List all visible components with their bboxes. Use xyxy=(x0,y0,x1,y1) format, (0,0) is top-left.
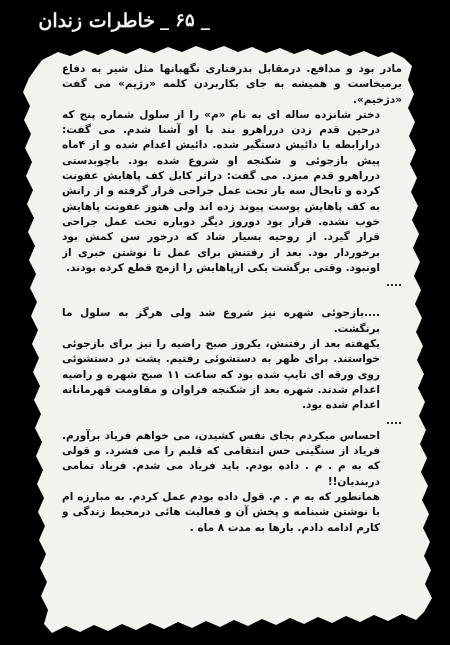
separator-dots-1: .... xyxy=(386,277,402,290)
paragraph-2: دختر شانزده ساله ای به نام «م» را از سلول شماره پنج که درحین قدم زدن درراهرو بند با او آشنا شدم. می گفت: درارابطه با دائیش دستگیر شده. دائیش اعدام شده و از ۴ماه پیش بازجوئی و شکنجه او شروع شده بود. باچوبدستی درراهرو قدم میزد. می گفت: دراثر کابل کف پاهایش عفونت کرده و تابحال سه بار تحت عمل جراحی قرار گرفته و از رانش به کف پاهایش پوست پیوند زده اند ولی هنوز عفونت پاهایش خوب نشده. قرار بود دوروز دیگر دوباره تحت عمل جراحی قرار گیرد. از روحیه بسیار شاد که درخور سن کمش بود برخوردار بود. بعد از رفتنش برای عمل تا نوشتن خبری از اونبود. وقتی برگشت یکی ازپاهایش را ازمچ قطع کرده بودند. xyxy=(62,108,380,274)
paragraph-3: ....بازجوئی شهره نیز شروع شد ولی هرگز به سلول ما برنگشت. xyxy=(62,307,380,335)
paragraph-5: احساس میکردم بجای نفس کشیدن، می خواهم فریاد برآورم. فریاد از سنگینی حس انتقامی که قلبم را می فشرد. و قولی که به م . م . داده بودم. باید فریاد می شدم. فریاد تمامی دربندیان!! xyxy=(62,429,380,488)
paragraph-1: مادر بود و مدافع. درمقابل بدرفتاری نگهبانها مثل شیر به دفاع برمیخاست و همیشه به جای بکاربردن کلمه «رژیم» می گفت «دژخیم». xyxy=(62,63,402,106)
separator-dots-2: .... xyxy=(386,414,402,427)
book-title: خاطرات زندان xyxy=(38,10,155,32)
paragraph-4: یکهفته بعد از رفتنش، یکروز صبح راضیه را نیز برای بازجوئی خواستند. برای ظهر به دستشوئی رفتیم. پشت در دستشوئی روی ورقه ای تایپ شده بود که ساعت ۱۱ صبح شهره و راضیه اعدام شدند. شهره بعد از شکنجه فراوان و مقاومت قهرمانانه اعدام شده بود. xyxy=(62,338,380,412)
page-number: _ ۶۵ _ xyxy=(160,10,210,31)
spacer xyxy=(62,291,402,306)
paragraph-6: همانطور که به م . م. قول داده بودم عمل کردم. به مبارزه ام با نوشتن شبنامه و پخش آن و فعالیت هائی درمحیط زندگی و کارم ادامه دادم. بارها به مدت ۸ ماه . xyxy=(62,491,380,534)
page-body xyxy=(62,62,402,622)
page-header xyxy=(0,0,450,46)
